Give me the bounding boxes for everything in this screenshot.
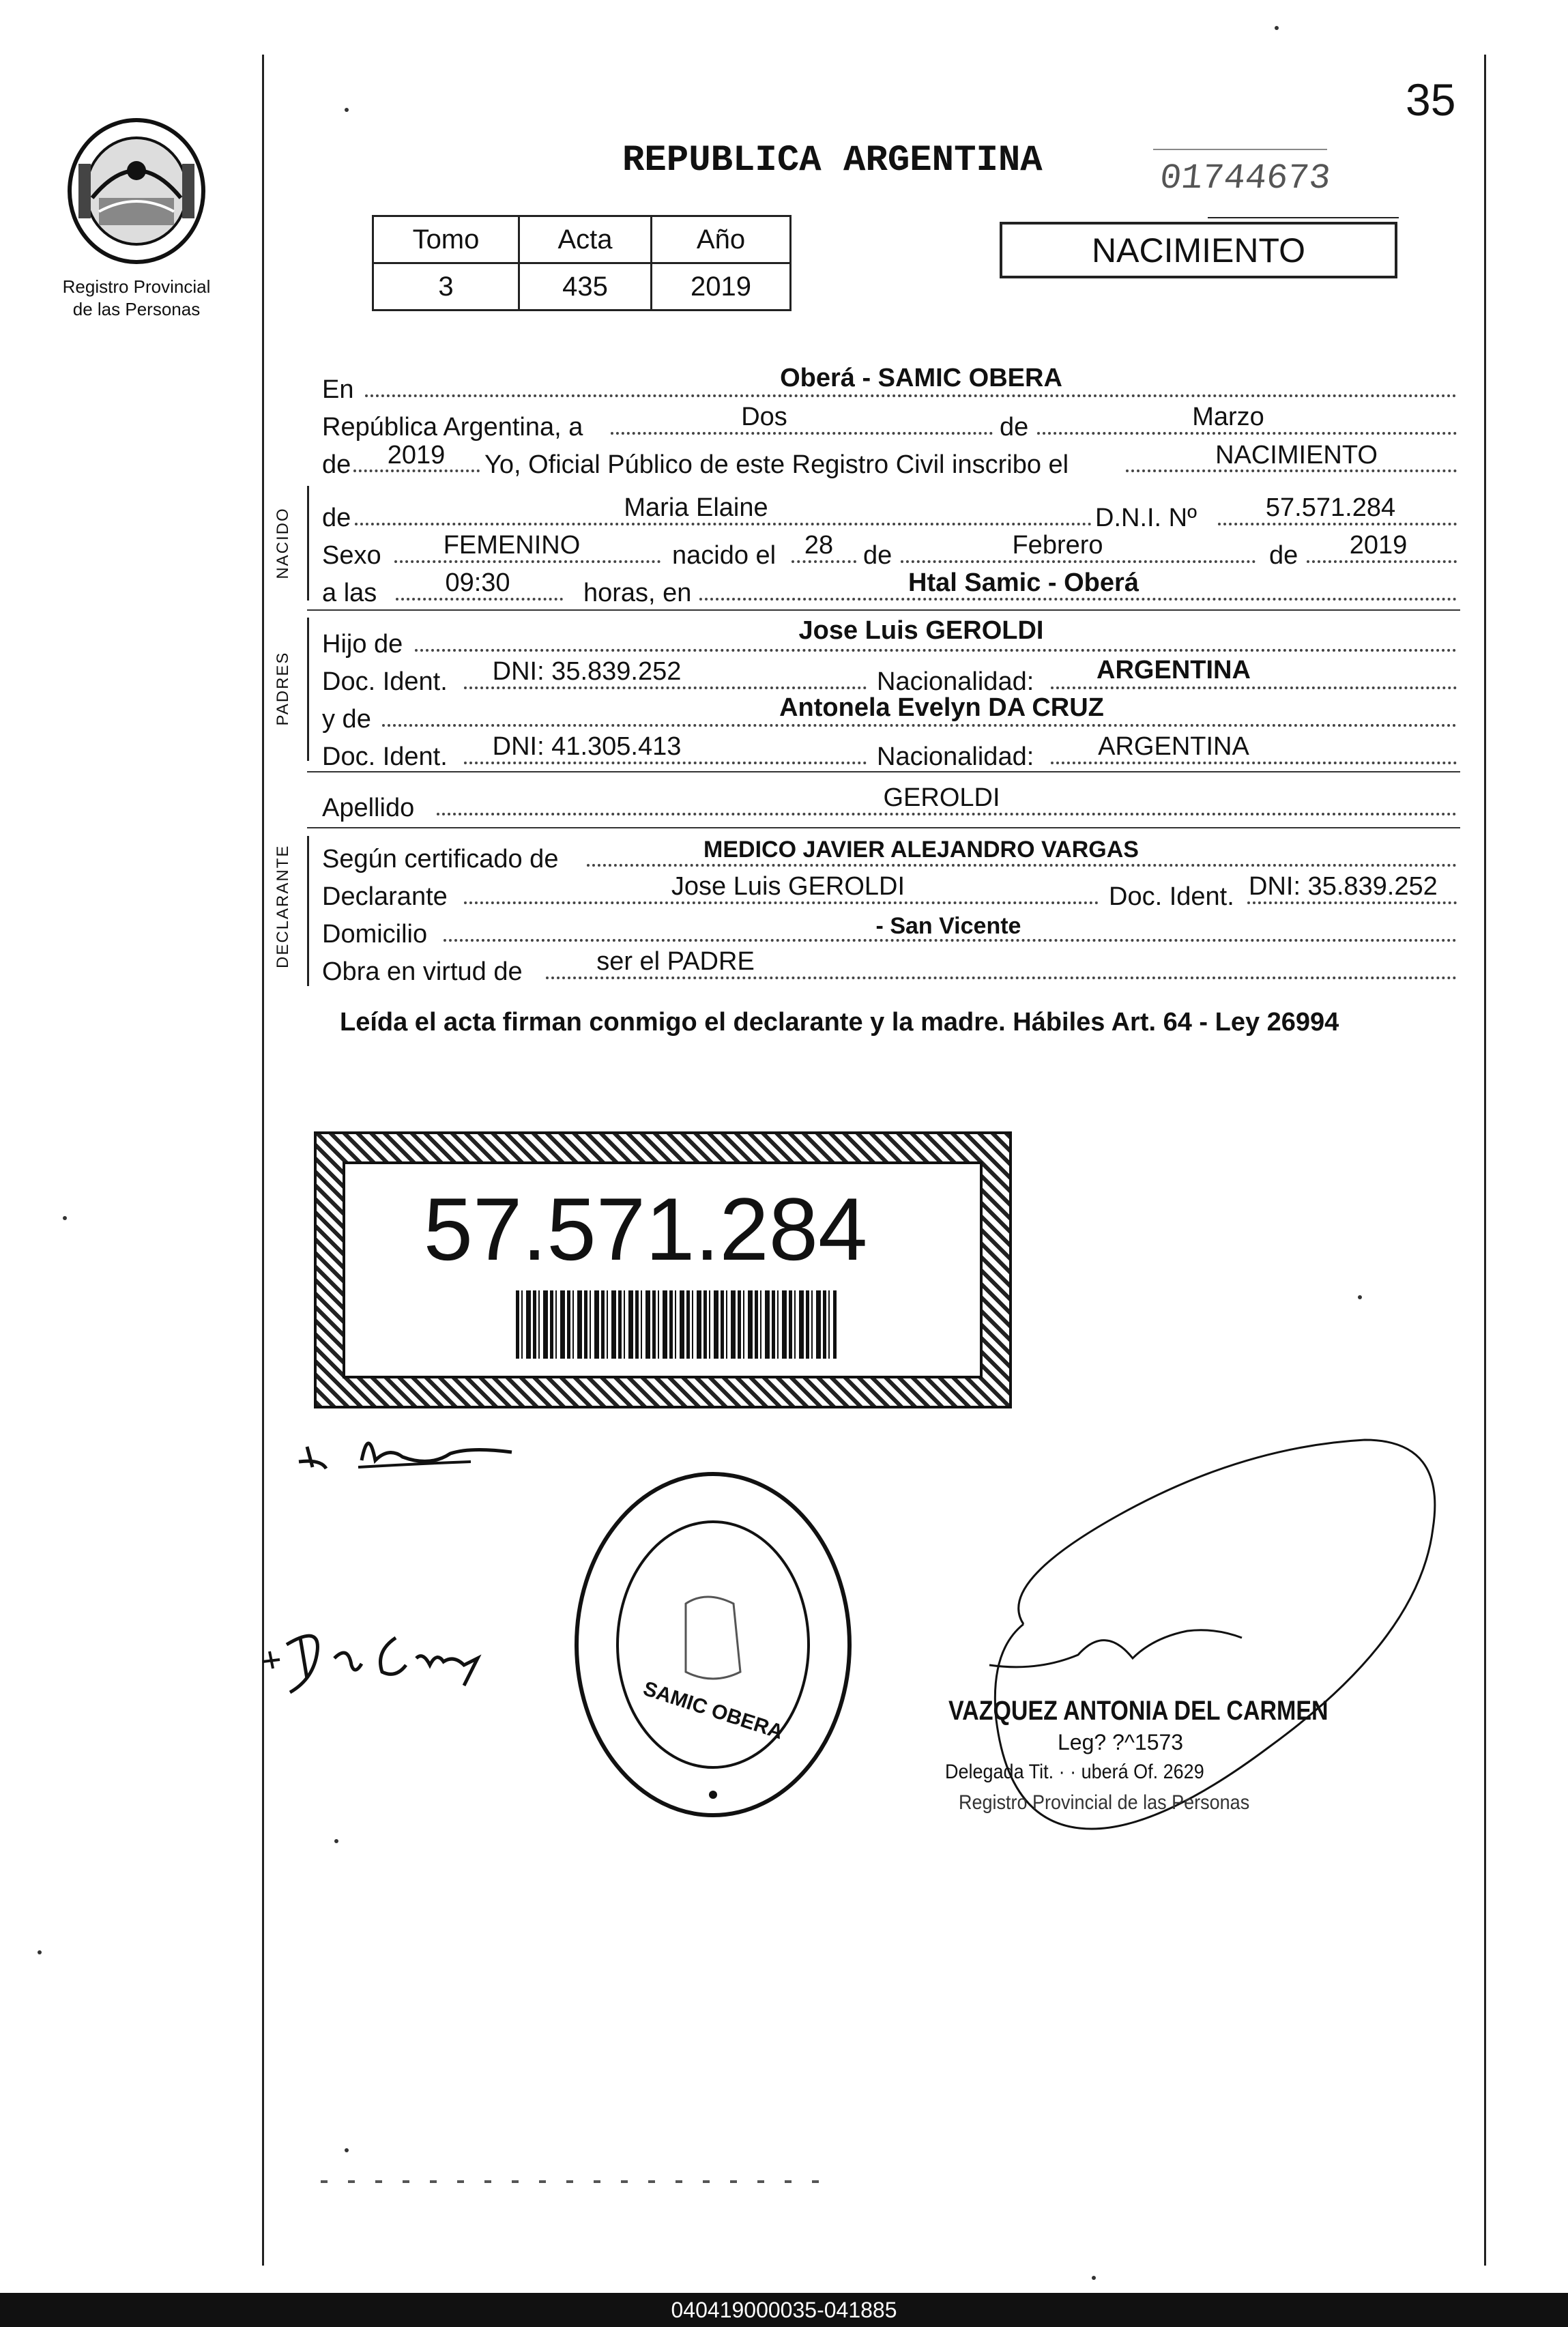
logo-caption-2: de las Personas: [72, 299, 201, 319]
republica-label: República Argentina, a: [322, 413, 583, 442]
dotted-line: [1247, 901, 1457, 904]
sticker-number: 57.571.284: [423, 1179, 868, 1279]
de-label: de: [1000, 413, 1029, 442]
section-divider: [307, 827, 1460, 828]
dotted-line: [1126, 469, 1457, 472]
scan-speck: [334, 1839, 338, 1843]
dotted-line: [792, 560, 856, 563]
apellido-label: Apellido: [322, 794, 415, 822]
sexo-label: Sexo: [322, 541, 381, 570]
signature-official: [832, 1392, 1487, 1856]
declarante-label: Declarante: [322, 882, 448, 911]
dotted-line: [415, 649, 1457, 652]
acta-header: Acta: [519, 216, 651, 263]
padre-nac-label: Nacionalidad:: [877, 667, 1034, 696]
seal-inner-text: SAMIC OBERA: [640, 1677, 786, 1744]
serial-number: 01744673: [1157, 158, 1333, 199]
margin-line-right: [1484, 55, 1486, 2266]
declarante-bracket: [307, 836, 309, 986]
padre-doc-value: DNI: 35.839.252: [492, 657, 682, 686]
dotted-line: [353, 469, 480, 472]
padre-doc-label: Doc. Ident.: [322, 667, 448, 696]
obra-value: ser el PADRE: [596, 947, 755, 976]
hora-label: a las: [322, 579, 377, 607]
mes-value: Marzo: [1192, 403, 1264, 431]
dotted-line: [396, 598, 563, 601]
scan-speck: [345, 108, 349, 112]
coat-of-arms-icon: [65, 116, 208, 266]
nacido-side-label: NACIDO: [274, 507, 292, 579]
inscribo-text: Yo, Oficial Público de este Registro Civil inscribo el: [484, 450, 1069, 479]
apellido-value: GEROLDI: [883, 783, 1000, 812]
segun-label: Según certificado de: [322, 845, 559, 873]
hora-value: 09:30: [445, 568, 510, 597]
dia-value: Dos: [741, 403, 787, 431]
dotted-line: [1307, 560, 1457, 563]
padres-bracket: [307, 618, 309, 761]
tomo-header: Tomo: [373, 216, 519, 263]
dotted-line: [355, 523, 1092, 525]
padres-side-label: PADRES: [274, 651, 292, 726]
footer-code: 040419000035-041885: [671, 2297, 897, 2322]
dni-sticker: [314, 1131, 1012, 1408]
acta-table: [372, 215, 792, 311]
dotted-line: [901, 560, 1255, 563]
official-registro: Registro Provincial de las Personas: [959, 1791, 1250, 1814]
dotted-line: [1037, 432, 1457, 435]
dotted-line: [464, 901, 1099, 904]
scan-speck: [1092, 2276, 1096, 2280]
declarante-nombre-value: Jose Luis GEROLDI: [671, 872, 905, 901]
de2-label: de: [322, 450, 351, 479]
declarante-doc-value: DNI: 35.839.252: [1249, 872, 1438, 901]
tipo-value: NACIMIENTO: [1215, 441, 1378, 469]
nacido-bracket: [307, 486, 309, 601]
dotted-line: [699, 598, 1457, 601]
dotted-line: [1051, 686, 1457, 689]
madre-nac-value: ARGENTINA: [1098, 732, 1249, 761]
official-cargo: Delegada Tit. · · uberá Of. 2629: [945, 1761, 1204, 1783]
dotted-line: [1218, 523, 1457, 525]
dotted-line: [365, 394, 1457, 397]
domicilio-label: Domicilio: [322, 920, 428, 949]
horas-en-label: horas, en: [583, 579, 692, 607]
doc-type-label: NACIMIENTO: [1092, 231, 1305, 270]
dotted-line: [546, 977, 1457, 979]
declarante-doc-label: Doc. Ident.: [1109, 882, 1234, 911]
acta-value: 435: [519, 263, 651, 310]
tomo-value: 3: [373, 263, 519, 310]
dotted-line: [587, 864, 1457, 867]
nacido-de2-label: de: [863, 541, 892, 570]
official-name: VAZQUEZ ANTONIA DEL CARMEN: [948, 1696, 1329, 1726]
anio-value: 2019: [387, 441, 446, 469]
official-legajo: Leg? ?^1573: [1058, 1730, 1184, 1754]
yde-label: y de: [322, 705, 371, 734]
nacido-dia-value: 28: [804, 531, 834, 560]
obra-label: Obra en virtud de: [322, 957, 523, 986]
declarante-side-label: DECLARANTE: [274, 844, 292, 968]
scan-speck: [1358, 1295, 1362, 1299]
nacido-el-label: nacido el: [672, 541, 776, 570]
dotted-line: [611, 432, 993, 435]
domicilio-value: - San Vicente: [875, 913, 1021, 939]
hijo-label: Hijo de: [322, 630, 403, 659]
en-label: En: [322, 375, 354, 404]
dotted-line: [464, 762, 867, 764]
sexo-value: FEMENINO: [443, 531, 581, 560]
nacido-mes-value: Febrero: [1012, 531, 1103, 560]
scan-speck: [38, 1950, 42, 1954]
dotted-line: [464, 686, 867, 689]
certificado-value: MEDICO JAVIER ALEJANDRO VARGAS: [703, 837, 1139, 863]
signature-declarante: [293, 1419, 525, 1494]
madre-doc-value: DNI: 41.305.413: [492, 732, 682, 761]
scan-speck: [345, 2148, 349, 2152]
footer-bar: [0, 2293, 1568, 2327]
dni-label: D.N.I. Nº: [1095, 504, 1197, 532]
province-logo: [65, 116, 208, 266]
padre-value: Jose Luis GEROLDI: [798, 616, 1044, 645]
page-number: 35: [1406, 74, 1456, 125]
dotted-line: [1051, 762, 1457, 764]
dotted-line: [444, 939, 1457, 942]
section-divider: [307, 771, 1460, 772]
nacido-anio-value: 2019: [1349, 531, 1408, 560]
nota-text: Leída el acta firman conmigo el declarante y la madre. Hábiles Art. 64 - Ley 26994: [340, 1008, 1339, 1037]
nacido-de3-label: de: [1269, 541, 1298, 570]
serial-underline: [1153, 149, 1327, 150]
section-divider: [307, 609, 1460, 611]
signature-madre: [259, 1610, 505, 1706]
madre-doc-label: Doc. Ident.: [322, 742, 448, 771]
madre-value: Antonela Evelyn DA CRUZ: [779, 693, 1104, 722]
lugar-value: Oberá - SAMIC OBERA: [780, 364, 1062, 392]
dotted-line: [437, 813, 1457, 815]
scan-speck: [1275, 26, 1279, 30]
anio-value: 2019: [651, 263, 790, 310]
logo-caption-1: Registro Provincial: [62, 276, 211, 297]
nacido-lugar-value: Htal Samic - Oberá: [908, 568, 1139, 597]
scan-speck: [63, 1216, 67, 1220]
madre-nac-label: Nacionalidad:: [877, 742, 1034, 771]
sticker-barcode: [516, 1290, 837, 1359]
nombre-value: Maria Elaine: [624, 493, 768, 522]
padre-nac-value: ARGENTINA: [1097, 656, 1251, 684]
page-title: REPUBLICA ARGENTINA: [622, 140, 1043, 182]
serial-underline-2: [1208, 217, 1399, 218]
scan-noise-line: [321, 2180, 826, 2183]
dni-value: 57.571.284: [1265, 493, 1396, 522]
dotted-line: [382, 724, 1457, 727]
doc-type-box: [1000, 222, 1397, 278]
margin-line-left: [262, 55, 264, 2266]
nacido-de-label: de: [322, 504, 351, 532]
sticker-inner: [343, 1161, 983, 1378]
anio-header: Año: [651, 216, 790, 263]
dotted-line: [394, 560, 660, 563]
